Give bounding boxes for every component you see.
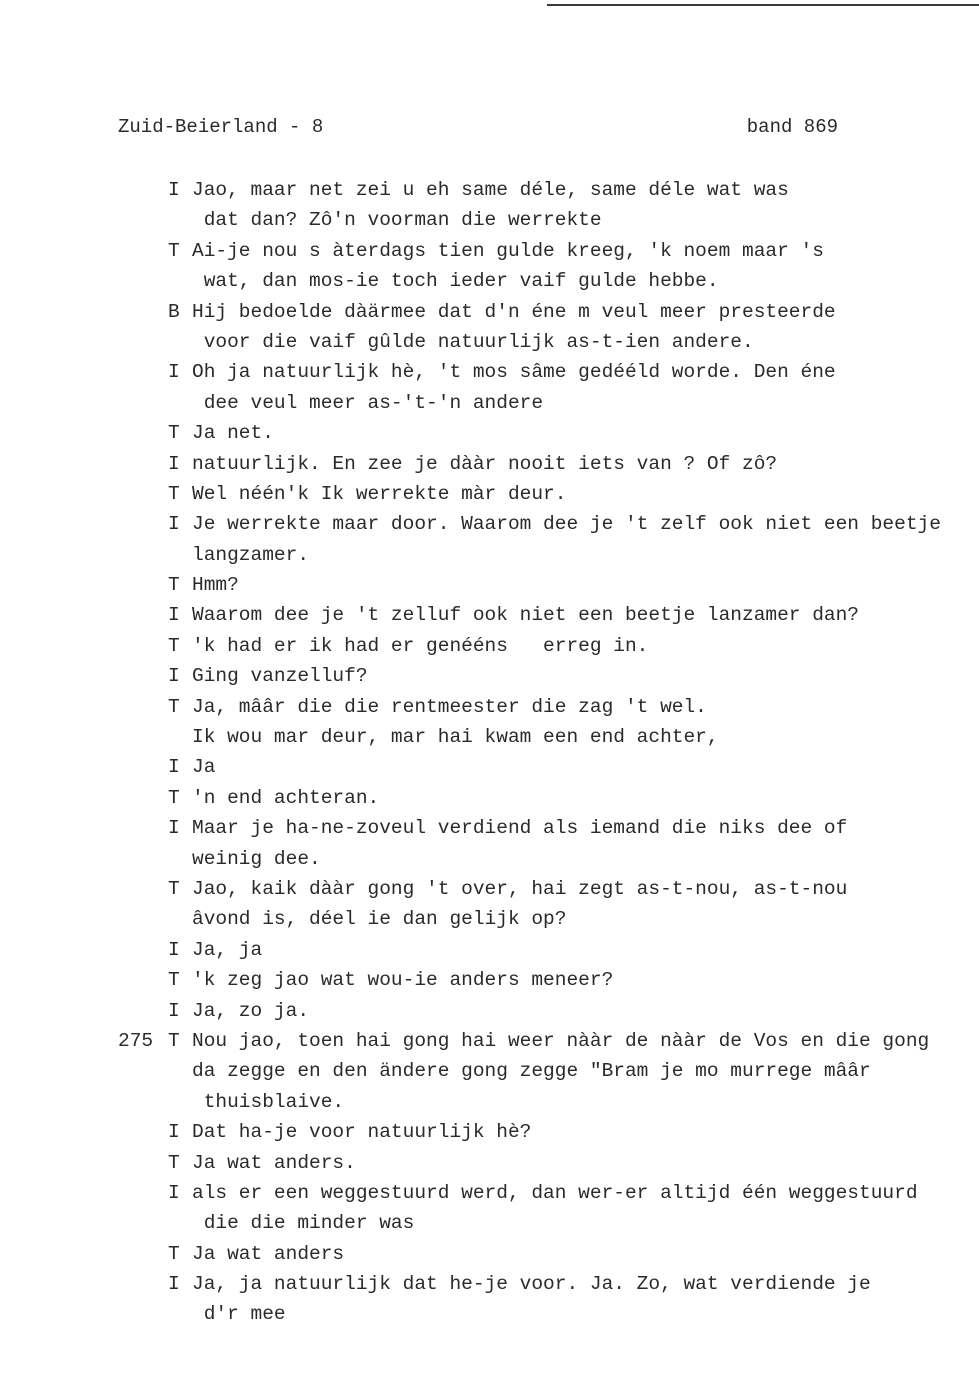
utterance-text: Nou jao, toen hai gong hai weer nààr de nààr de Vos en die gong bbox=[192, 1029, 930, 1052]
utterance-text: Jao, kaik dààr gong 't over, hai zegt as-t-nou, as-t-nou bbox=[192, 877, 848, 900]
transcript-line bbox=[0, 722, 979, 752]
transcript-line bbox=[0, 297, 979, 327]
transcript-line bbox=[0, 874, 979, 904]
utterance-text: Wel néén'k Ik werrekte màr deur. bbox=[192, 482, 567, 505]
utterance-text: dee veul meer as-'t-'n andere bbox=[192, 391, 544, 414]
speaker-label: T bbox=[168, 482, 180, 505]
utterance-text: Ging vanzelluf? bbox=[192, 665, 368, 688]
transcript-line bbox=[0, 1178, 979, 1208]
utterance-text: Ja, ja natuurlijk dat he-je voor. Ja. Zo, wat verdiende je bbox=[192, 1273, 871, 1296]
speaker-label: T bbox=[168, 695, 180, 718]
utterance-text: Hij bedoelde dàärmee dat d'n éne m veul meer presteerde bbox=[192, 300, 836, 323]
transcript-line bbox=[0, 1056, 979, 1086]
transcript-line bbox=[0, 1299, 979, 1329]
speaker-label: T bbox=[168, 239, 180, 262]
speaker-label: T bbox=[168, 422, 180, 445]
speaker-label: I bbox=[168, 604, 180, 627]
speaker-label: T bbox=[168, 1029, 180, 1052]
utterance-text: Jao, maar net zei u eh same déle, same déle wat was bbox=[192, 179, 789, 201]
utterance-text: Oh ja natuurlijk hè, 't mos sâme gedééld worde. Den éne bbox=[192, 361, 836, 384]
transcript-line bbox=[0, 935, 979, 965]
transcript-line bbox=[0, 1117, 979, 1147]
utterance-text: dat dan? Zô'n voorman die werrekte bbox=[192, 209, 602, 232]
utterance-text: Ja, mââr die die rentmeester die zag 't wel. bbox=[192, 695, 707, 718]
transcript-line bbox=[0, 175, 979, 205]
speaker-label: T bbox=[168, 1242, 180, 1265]
utterance-text: voor die vaif gûlde natuurlijk as-t-ien andere. bbox=[192, 330, 754, 353]
transcript-line bbox=[0, 1026, 979, 1056]
document-title: Zuid-Beierland - 8 bbox=[118, 116, 324, 138]
utterance-text: 'k had er ik had er genééns erreg in. bbox=[192, 634, 649, 657]
transcript-line bbox=[0, 1087, 979, 1117]
speaker-label: T bbox=[168, 786, 180, 809]
speaker-label: T bbox=[168, 877, 180, 900]
speaker-label: I bbox=[168, 179, 180, 201]
speaker-label: I bbox=[168, 1273, 180, 1296]
utterance-text: Dat ha-je voor natuurlijk hè? bbox=[192, 1121, 532, 1144]
transcript-line bbox=[0, 388, 979, 418]
utterance-text: thuisblaive. bbox=[192, 1090, 345, 1113]
utterance-text: 'n end achteran. bbox=[192, 786, 380, 809]
utterance-text: Waarom dee je 't zelluf ook niet een beetje lanzamer dan? bbox=[192, 604, 860, 627]
speaker-label: B bbox=[168, 300, 180, 323]
top-rule bbox=[547, 4, 979, 6]
speaker-label: I bbox=[168, 938, 180, 961]
utterance-text: wat, dan mos-ie toch ieder vaif gulde hebbe. bbox=[192, 270, 719, 293]
utterance-text: natuurlijk. En zee je dààr nooit iets van ? Of zô? bbox=[192, 452, 778, 475]
utterance-text: Ja wat anders. bbox=[192, 1151, 356, 1174]
speaker-label: I bbox=[168, 513, 180, 536]
transcript-line bbox=[0, 600, 979, 630]
utterance-text: Ja bbox=[192, 756, 216, 779]
utterance-text: Je werrekte maar door. Waarom dee je 't zelf ook niet een beetje bbox=[192, 513, 941, 536]
transcript-line bbox=[0, 904, 979, 934]
transcript-line bbox=[0, 1239, 979, 1269]
utterance-text: Ik wou mar deur, mar hai kwam een end achter, bbox=[192, 726, 719, 749]
transcript-line bbox=[0, 236, 979, 266]
transcript-line bbox=[0, 540, 979, 570]
transcript-line bbox=[0, 1269, 979, 1299]
transcript-line bbox=[0, 783, 979, 813]
speaker-label: I bbox=[168, 999, 180, 1022]
utterance-text: 'k zeg jao wat wou-ie anders meneer? bbox=[192, 969, 614, 992]
speaker-label: T bbox=[168, 969, 180, 992]
transcript-line bbox=[0, 1208, 979, 1238]
transcript-line bbox=[0, 752, 979, 782]
transcript-line bbox=[0, 327, 979, 357]
utterance-text: Ja, ja bbox=[192, 938, 263, 961]
speaker-label: I bbox=[168, 1181, 180, 1204]
speaker-label: I bbox=[168, 756, 180, 779]
utterance-text: als er een weggestuurd werd, dan wer-er altijd één weggestuurd bbox=[192, 1181, 918, 1204]
utterance-text: Ja, zo ja. bbox=[192, 999, 310, 1022]
speaker-label: I bbox=[168, 1121, 180, 1144]
utterance-text: weinig dee. bbox=[192, 847, 321, 870]
utterance-text: âvond is, déel ie dan gelijk op? bbox=[192, 908, 567, 931]
utterance-text: Ai-je nou s àterdags tien gulde kreeg, 'k noem maar 's bbox=[192, 239, 824, 262]
line-number: 275 bbox=[118, 1029, 154, 1052]
utterance-text: Ja wat anders bbox=[192, 1242, 345, 1265]
utterance-text: d'r mee bbox=[192, 1303, 286, 1326]
utterance-text: Hmm? bbox=[192, 574, 239, 597]
speaker-label: I bbox=[168, 452, 180, 475]
transcript-line bbox=[0, 661, 979, 691]
speaker-label: T bbox=[168, 574, 180, 597]
transcript-line bbox=[0, 996, 979, 1026]
transcript-line bbox=[0, 570, 979, 600]
utterance-text: die die minder was bbox=[192, 1212, 415, 1235]
transcript-line bbox=[0, 449, 979, 479]
transcript-line bbox=[0, 631, 979, 661]
transcript-line bbox=[0, 813, 979, 843]
speaker-label: I bbox=[168, 665, 180, 688]
transcript-body bbox=[0, 175, 979, 1330]
speaker-label: T bbox=[168, 1151, 180, 1174]
tape-number: band 869 bbox=[746, 116, 838, 138]
utterance-text: da zegge en den ändere gong zegge "Bram je mo murrege mââr bbox=[192, 1060, 871, 1083]
transcript-line bbox=[0, 965, 979, 995]
transcript-line bbox=[0, 357, 979, 387]
transcript-line bbox=[0, 266, 979, 296]
transcript-line bbox=[0, 509, 979, 539]
speaker-label: I bbox=[168, 817, 180, 840]
utterance-text: Ja net. bbox=[192, 422, 274, 445]
transcript-line bbox=[0, 844, 979, 874]
speaker-label: T bbox=[168, 634, 180, 657]
transcript-line bbox=[0, 1148, 979, 1178]
transcript-line bbox=[0, 205, 979, 235]
transcript-line bbox=[0, 479, 979, 509]
speaker-label: I bbox=[168, 361, 180, 384]
utterance-text: langzamer. bbox=[192, 543, 310, 566]
transcript-line bbox=[0, 418, 979, 448]
page-header bbox=[118, 116, 838, 140]
transcript-line bbox=[0, 692, 979, 722]
utterance-text: Maar je ha-ne-zoveul verdiend als iemand die niks dee of bbox=[192, 817, 848, 840]
